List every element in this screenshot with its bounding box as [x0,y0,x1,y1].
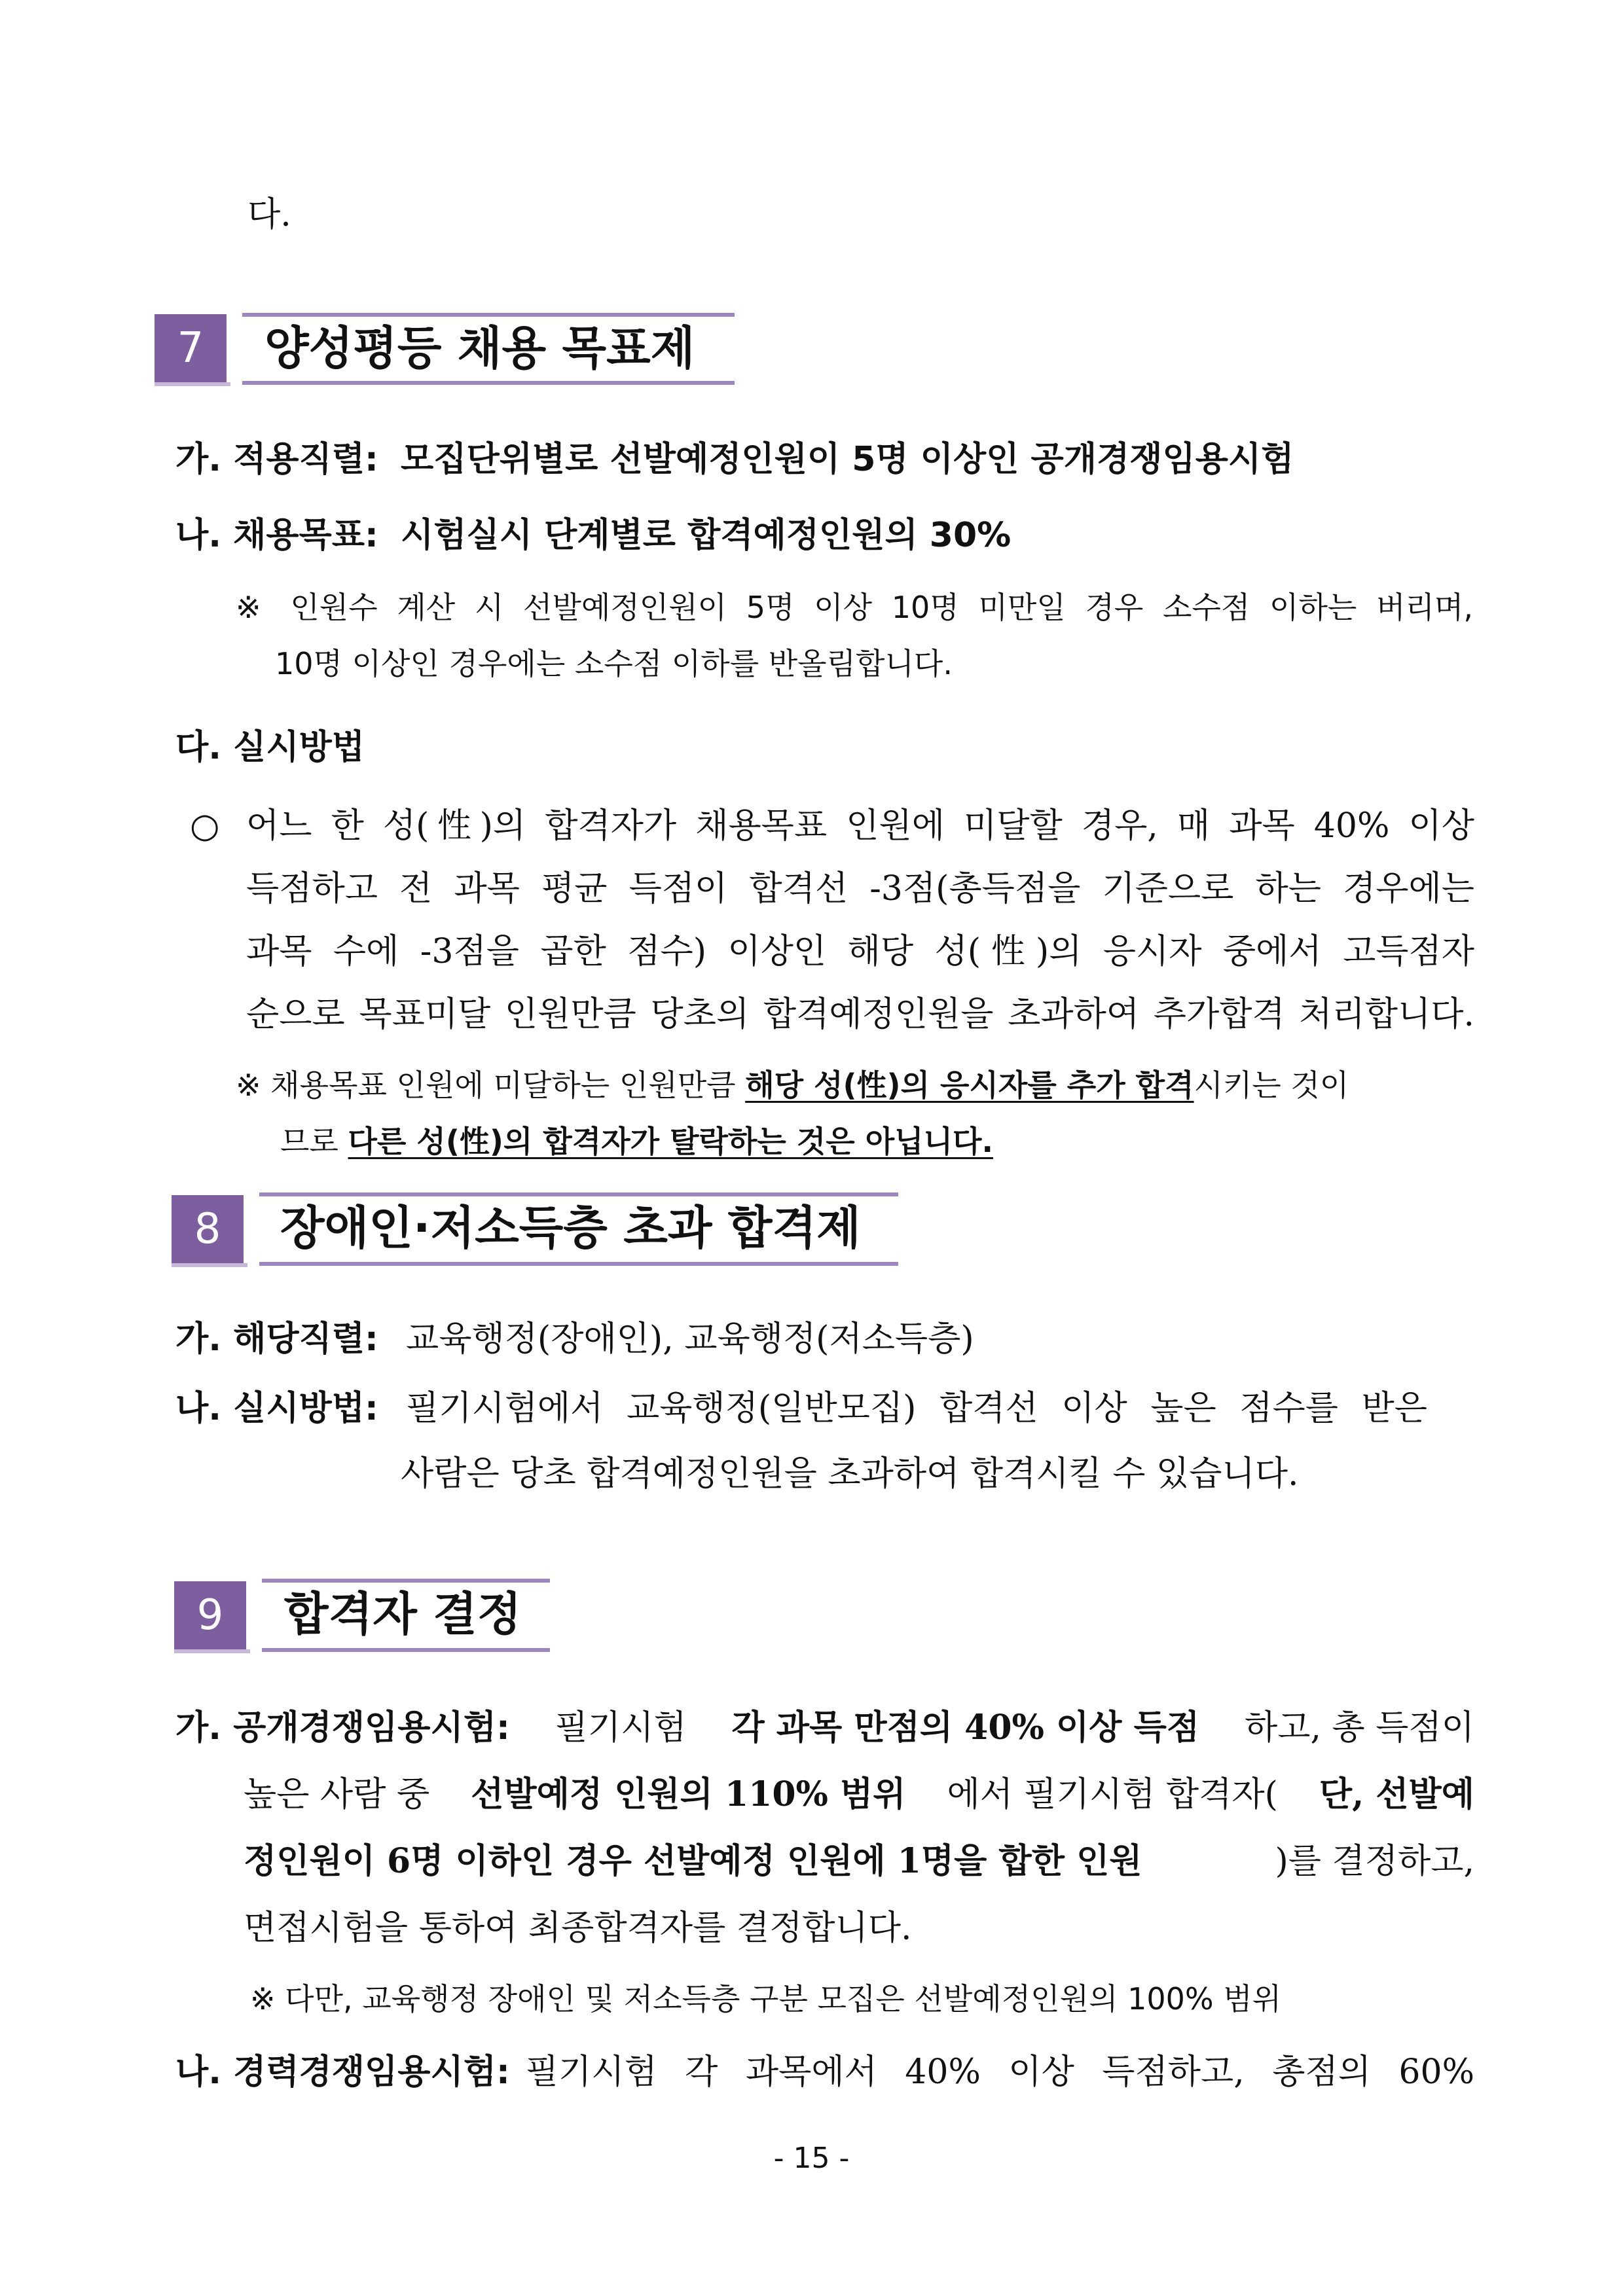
item-text: 시험실시 단계별로 합격예정인원의 30% [401,516,1012,555]
note-text: 시키는 것이 [1194,1067,1349,1103]
method-line: 과목 수에 -3점을 곱한 점수) 이상인 해당 성(性)의 응시자 중에서 고득점자 [246,932,1474,971]
continuation-text: 다. [247,195,291,234]
note-underlined-text: 해당 성(性)의 응시자를 추가 합격 [745,1067,1194,1103]
note-line: ※ 인원수 계산 시 선발예정인원이 5명 이상 10명 미만일 경우 소수점 이하는 버리며, [236,590,1473,625]
page-number: - 15 - [773,2142,850,2175]
item-label: 나. 채용목표: [175,516,378,555]
method-line: 득점하고 전 과목 평균 득점이 합격선 -3점(총득점을 기준으로 하는 경우에는 [246,869,1474,908]
section-title: 양성평등 채용 목표제 [264,321,695,375]
section-number: 7 [155,314,227,382]
header-top-rule [259,1193,898,1196]
paragraph-line: 면접시험을 통하여 최종합격자를 결정합니다. [244,1909,912,1948]
note-text: 므로 [280,1124,348,1159]
note-line [236,1067,1349,1103]
header-bottom-rule [242,381,735,385]
text: 에서 필기시험 합격자( [947,1775,1278,1814]
method-line: 어느 한 성(性)의 합격자가 채용목표 인원에 미달할 경우, 매 과목 40% 이상 [246,806,1474,846]
item-label: 나. 경력경쟁임용시험: [175,2053,510,2092]
item-text: 모집단위별로 선발예정인원이 5명 이상인 공개경쟁임용시험 [401,440,1294,479]
emphasis-text: 정인원이 6명 이하인 경우 선발예정 인원에 1명을 합한 인원 [244,1841,1142,1881]
section-title: 장애인·저소득층 초과 합격제 [280,1201,861,1255]
note-underlined-text: 다른 성(性)의 합격자가 탈락하는 것은 아닙니다. [348,1124,993,1159]
text: 필기시험 [555,1708,687,1748]
header-top-rule [262,1579,550,1583]
paragraph-line [175,2053,1474,2092]
header-top-rule [242,313,735,317]
item-label: 가. 해당직렬: [175,1319,378,1359]
item-label: 나. 실시방법: [175,1389,378,1428]
note-text: ※ 채용목표 인원에 미달하는 인원만큼 [236,1067,746,1103]
emphasis-text: 단, 선발예 [1319,1774,1474,1814]
emphasis-text: 각 과목 만점의 40% 이상 득점 [731,1708,1200,1748]
section-title: 합격자 결정 [284,1587,522,1641]
item-text: 필기시험에서 교육행정(일반모집) 합격선 이상 높은 점수를 받은 [406,1389,1427,1428]
text: 높은 사람 중 [244,1775,430,1814]
text: 하고, 총 득점이 [1244,1708,1474,1748]
method-line: 순으로 목표미달 인원만큼 당초의 합격예정인원을 초과하여 추가합격 처리합니다. [246,995,1474,1034]
bullet: ○ [190,806,220,846]
header-bottom-rule [259,1262,898,1266]
item-text: 사람은 당초 합격예정인원을 초과하여 합격시킬 수 있습니다. [401,1454,1299,1494]
text: )를 결정하고, [1275,1842,1474,1881]
item-text: 필기시험 각 과목에서 40% 이상 득점하고, 총점의 60% [525,2053,1474,2092]
item-label: 가. 공개경쟁임용시험: [175,1708,510,1748]
item-label: 다. 실시방법 [175,728,365,767]
note-line: 10명 이상인 경우에는 소수점 이하를 반올림합니다. [275,646,953,681]
item-text: 교육행정(장애인), 교육행정(저소득층) [406,1319,974,1359]
note-line [280,1123,993,1160]
section-number: 9 [174,1581,246,1649]
paragraph-line [244,1775,1474,1814]
paragraph-line [244,1842,1474,1881]
emphasis-text: 선발예정 인원의 110% 범위 [471,1774,906,1814]
section-number: 8 [172,1195,244,1263]
note-line: ※ 다만, 교육행정 장애인 및 저소득층 구분 모집은 선발예정인원의 100% 범위 [250,1981,1282,2017]
item-label: 가. 적용직렬: [175,440,378,479]
header-bottom-rule [262,1648,550,1652]
paragraph-line [175,1708,1474,1748]
